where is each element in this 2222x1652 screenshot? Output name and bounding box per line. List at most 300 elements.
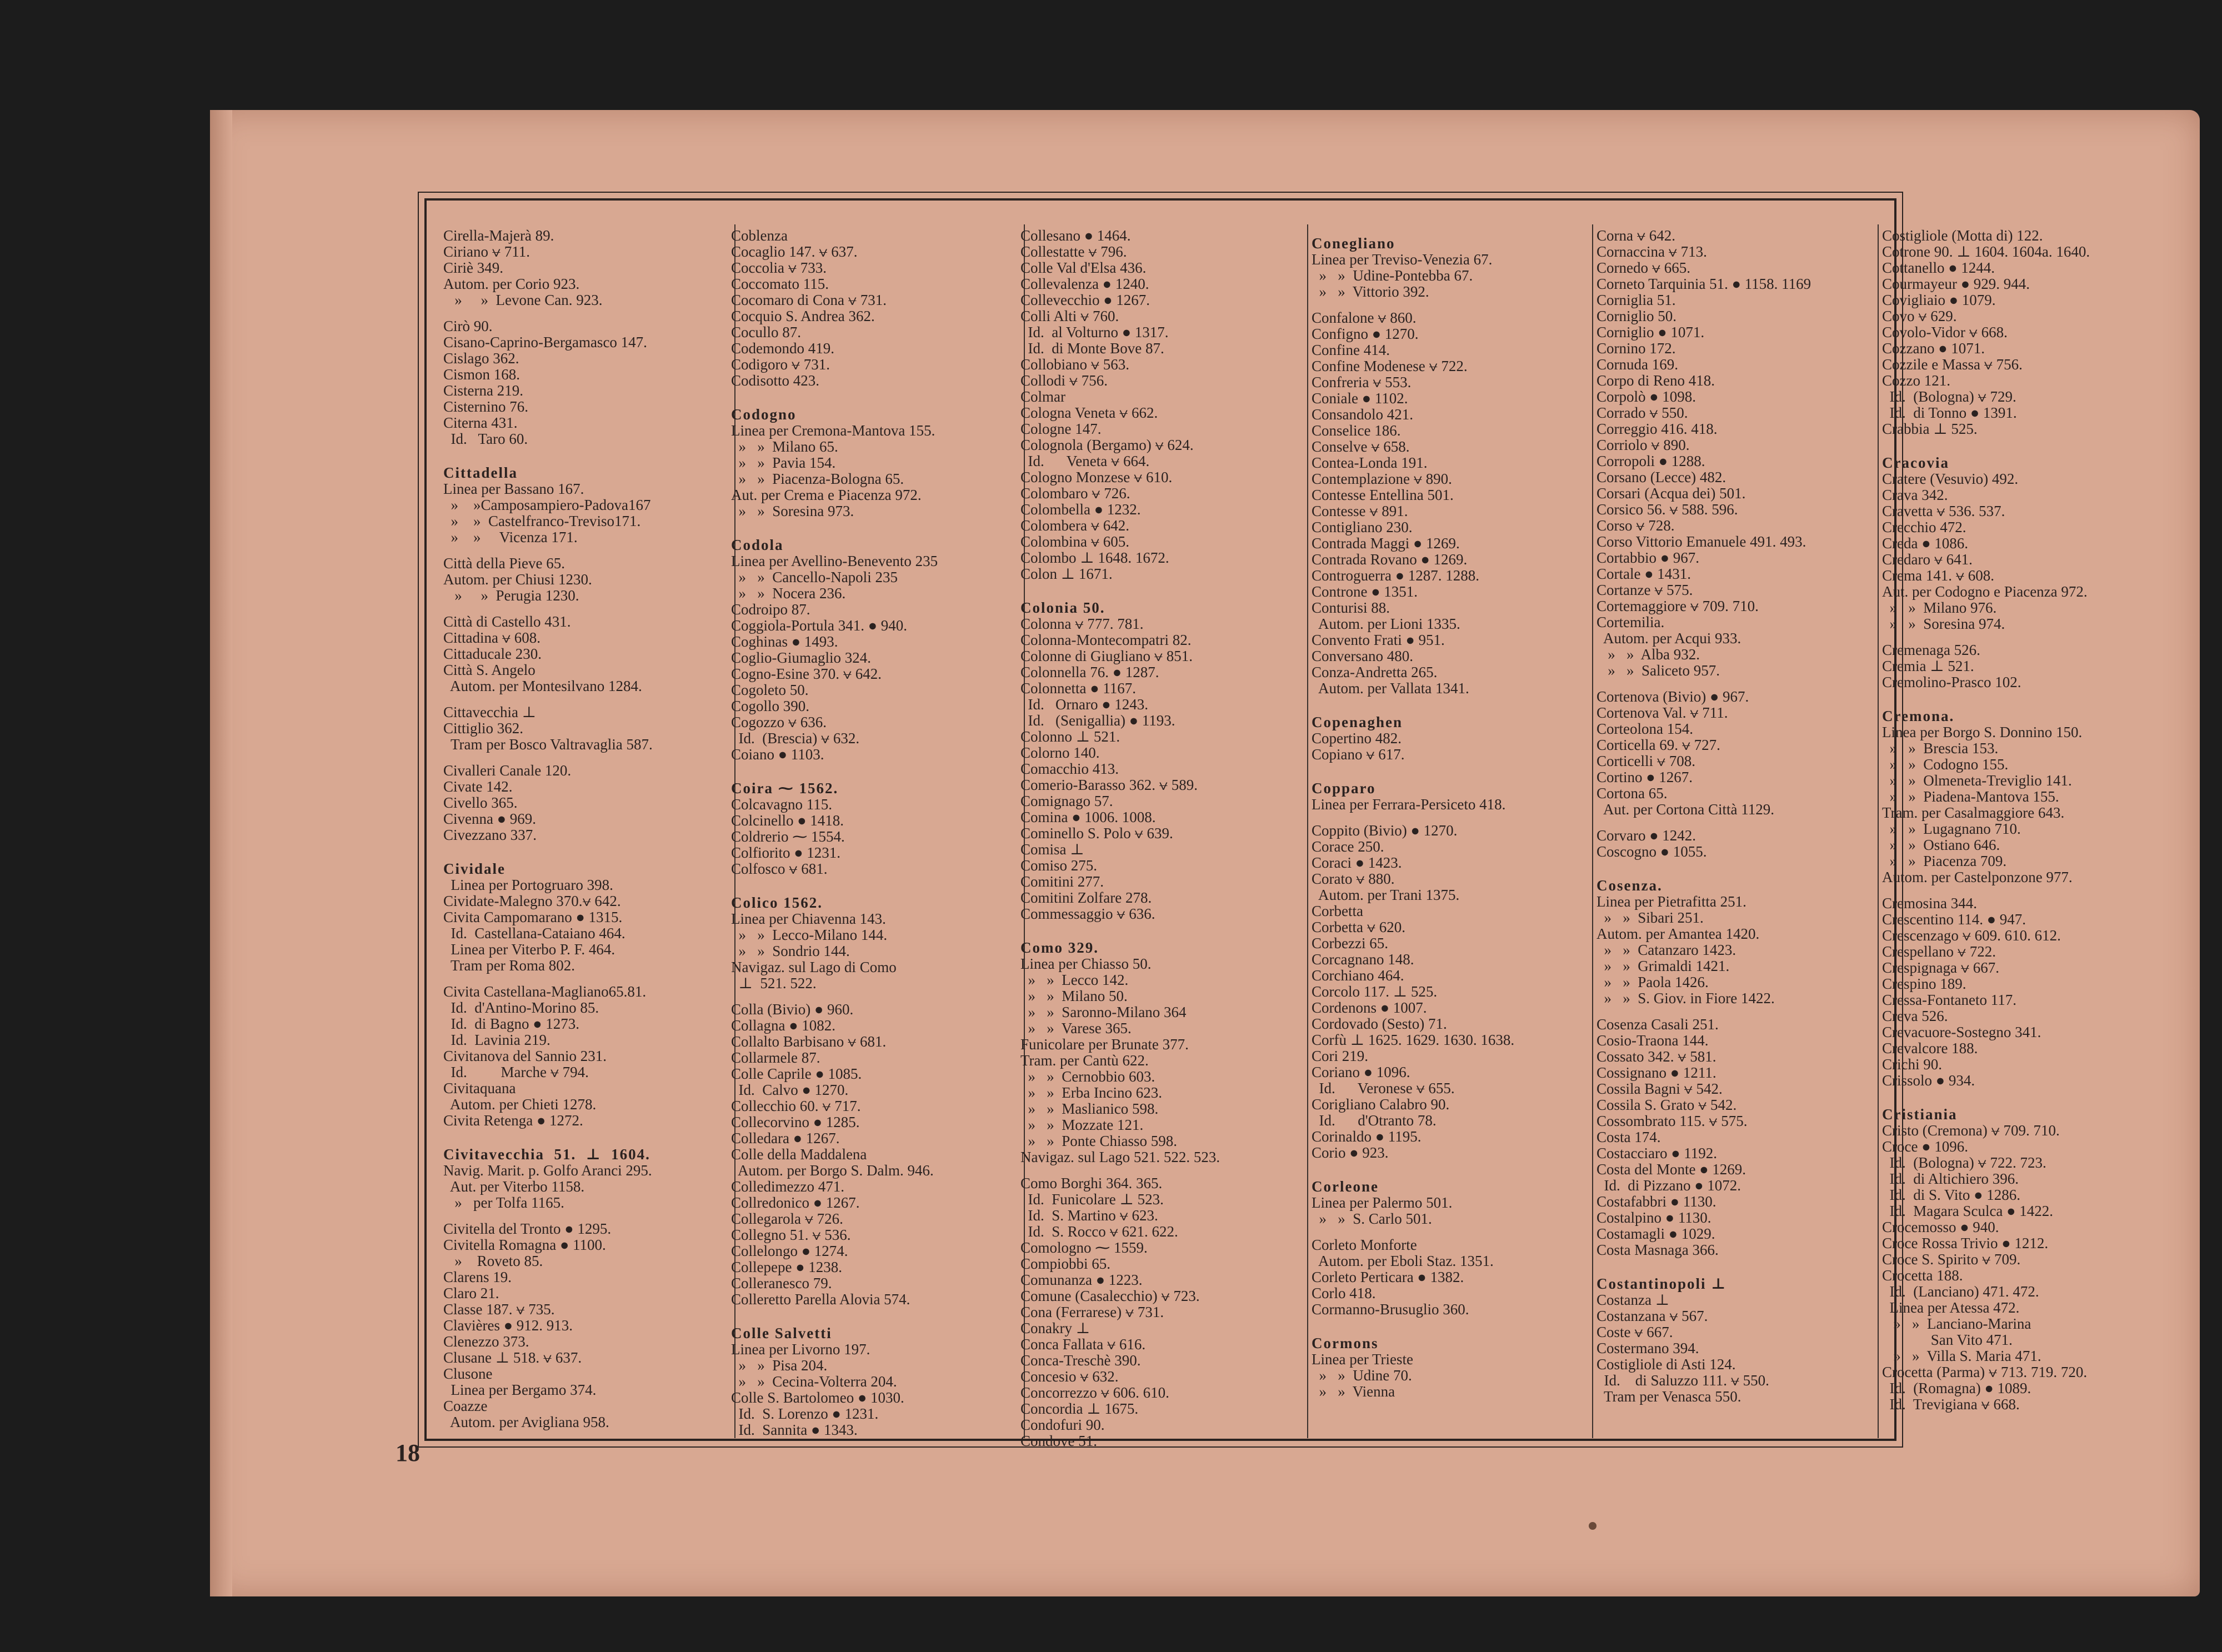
- index-entry: Conca Fallata ⩝ 616.: [1020, 1336, 1146, 1353]
- index-entry: Correggio 416. 418.: [1597, 420, 1718, 437]
- index-entry: » » Udine 70.: [1312, 1367, 1412, 1384]
- index-entry: Colle Val d'Elsa 436.: [1020, 259, 1147, 276]
- index-entry: Concordia ⊥ 1675.: [1020, 1400, 1139, 1417]
- index-entry: Autom. per Castelponzone 977.: [1882, 869, 2073, 885]
- index-entry: Id. di Altichiero 396.: [1882, 1170, 2019, 1187]
- index-entry: Croce ● 1096.: [1882, 1138, 1969, 1155]
- index-entry: Cortanze ⩝ 575.: [1597, 582, 1693, 598]
- index-entry: Collegno 51. ⩝ 536.: [731, 1227, 851, 1243]
- index-entry: » Roveto 85.: [443, 1253, 543, 1269]
- index-entry: Corato ⩝ 880.: [1312, 870, 1395, 887]
- index-entry: Collesano ● 1464.: [1020, 227, 1131, 244]
- index-entry: Cona (Ferrarese) ⩝ 731.: [1020, 1304, 1164, 1320]
- index-entry: Compiobbi 65.: [1020, 1255, 1111, 1272]
- index-entry: Cologna Veneta ⩝ 662.: [1020, 404, 1158, 421]
- index-entry: Cirella-Majerà 89.: [443, 227, 554, 244]
- index-entry: Colombina ⩝ 605.: [1020, 533, 1129, 550]
- index-entry: Corna ⩝ 642.: [1597, 227, 1675, 244]
- city-heading: Civitavecchia 51. ⊥ 1604.: [443, 1146, 650, 1163]
- city-heading: Cividale: [443, 860, 506, 877]
- index-entry: Collelongo ● 1274.: [731, 1243, 848, 1259]
- index-entry: Cozzano ● 1071.: [1882, 340, 1985, 357]
- index-entry: Cortenova (Bivio) ● 967.: [1597, 688, 1749, 705]
- index-entry: Colfosco ⩝ 681.: [731, 860, 828, 877]
- index-entry: Coldrerio ⁓ 1554.: [731, 828, 845, 845]
- index-entry: Id. Trevigiana ⩝ 668.: [1882, 1396, 2020, 1413]
- index-entry: Crevacuore-Sostegno 341.: [1882, 1024, 2041, 1040]
- index-entry: Costacciaro ● 1192.: [1597, 1145, 1718, 1162]
- index-entry: Cossila Bagni ⩝ 542.: [1597, 1080, 1723, 1097]
- index-entry: Aut. per Cortona Città 1129.: [1597, 801, 1774, 818]
- index-entry: Coccomato 115.: [731, 276, 829, 292]
- index-entry: Costa del Monte ● 1269.: [1597, 1161, 1746, 1178]
- index-entry: » » Piacenza-Bologna 65.: [731, 470, 904, 487]
- index-entry: Linea per Chiavenna 143.: [731, 910, 886, 927]
- index-column-2: [731, 228, 1018, 1439]
- index-entry: Cornuda 169.: [1597, 356, 1678, 373]
- index-entry: Corteolona 154.: [1597, 720, 1693, 737]
- index-entry: Comitini 277.: [1020, 873, 1104, 890]
- index-entry: » » Udine-Pontebba 67.: [1312, 267, 1473, 284]
- index-entry: » » Milano 65.: [731, 438, 838, 455]
- index-entry: Corcolo 117. ⊥ 525.: [1312, 983, 1438, 1000]
- city-heading: Cracovia: [1882, 454, 1949, 471]
- index-entry: Codisotto 423.: [731, 372, 820, 389]
- index-entry: » » Milano 976.: [1882, 599, 1997, 616]
- index-entry: Comerio-Barasso 362. ⩝ 589.: [1020, 777, 1198, 793]
- index-entry: Cismon 168.: [443, 366, 521, 383]
- index-entry: Corio ● 923.: [1312, 1144, 1389, 1161]
- index-entry: » » Mozzate 121.: [1020, 1117, 1144, 1133]
- index-entry: Contesse Entellina 501.: [1312, 487, 1454, 503]
- index-entry: Cressa-Fontaneto 117.: [1882, 992, 2016, 1008]
- city-heading: Corleone: [1312, 1178, 1379, 1195]
- index-entry: Civitanova del Sannio 231.: [443, 1048, 607, 1064]
- index-entry: Corniglio 50.: [1597, 308, 1677, 324]
- index-entry: Confreria ⩝ 553.: [1312, 374, 1412, 391]
- city-heading: Colonia 50.: [1020, 599, 1105, 616]
- index-entry: ⊥ 521. 522.: [731, 975, 817, 992]
- entry-gap: [443, 1211, 730, 1221]
- index-entry: » » S. Carlo 501.: [1312, 1210, 1432, 1227]
- index-entry: Coraci ● 1423.: [1312, 854, 1402, 871]
- index-entry: Civezzano 337.: [443, 827, 537, 843]
- index-entry: Civate 142.: [443, 778, 513, 795]
- index-entry: Id. S. Rocco ⩝ 621. 622.: [1020, 1223, 1178, 1240]
- index-entry: Corfù ⊥ 1625. 1629. 1630. 1638.: [1312, 1032, 1515, 1048]
- index-entry: » » Catanzaro 1423.: [1597, 942, 1736, 958]
- index-entry: Collalto Barbisano ⩝ 681.: [731, 1033, 887, 1050]
- index-entry: Autom. per Eboli Staz. 1351.: [1312, 1253, 1494, 1269]
- index-entry: Costamagli ● 1029.: [1597, 1225, 1715, 1242]
- index-entry: Città della Pieve 65.: [443, 555, 565, 572]
- index-entry: Comina ● 1006. 1008.: [1020, 809, 1156, 825]
- city-heading: Cremona.: [1882, 708, 1955, 724]
- entry-gap: [1597, 860, 1883, 870]
- index-entry: Coglio-Giumaglio 324.: [731, 649, 871, 666]
- index-entry: Cogozzo ⩝ 636.: [731, 714, 827, 730]
- index-entry: Coppito (Bivio) ● 1270.: [1312, 822, 1458, 839]
- index-entry: » »Camposampiero-Padova167: [443, 497, 651, 513]
- city-heading: Cormons: [1312, 1335, 1379, 1351]
- index-entry: Crespino 189.: [1882, 975, 1966, 992]
- index-entry: Colledimezzo 471.: [731, 1178, 844, 1195]
- index-entry: Autom. per Corio 923.: [443, 276, 580, 292]
- city-heading: Codola: [731, 537, 784, 553]
- index-entry: Id. di Pizzano ● 1072.: [1597, 1177, 1741, 1194]
- index-entry: » per Tolfa 1165.: [443, 1194, 564, 1211]
- index-entry: Cosio-Traona 144.: [1597, 1032, 1709, 1049]
- index-entry: Autom. per Chiusi 1230.: [443, 571, 592, 588]
- city-heading: Copenaghen: [1312, 714, 1403, 730]
- index-entry: Cortabbio ● 967.: [1597, 549, 1700, 566]
- index-entry: Controguerra ● 1287. 1288.: [1312, 567, 1480, 584]
- index-entry: Clusone: [443, 1365, 493, 1382]
- entry-gap: [1882, 1089, 2171, 1099]
- index-entry: » » Sibari 251.: [1597, 909, 1704, 926]
- index-entry: Creda ● 1086.: [1882, 535, 1969, 552]
- index-entry: Contesse ⩝ 891.: [1312, 503, 1408, 519]
- index-entry: Como Borghi 364. 365.: [1020, 1175, 1163, 1192]
- index-entry: Civenna ● 969.: [443, 810, 537, 827]
- index-entry: Navigaz. sul Lago 521. 522. 523.: [1020, 1149, 1220, 1165]
- index-entry: Id. Marche ⩝ 794.: [443, 1064, 589, 1080]
- index-entry: Civita Castellana-Magliano65.81.: [443, 983, 647, 1000]
- entry-gap: [1882, 437, 2171, 447]
- index-entry: Corleto Perticara ● 1382.: [1312, 1269, 1464, 1285]
- index-entry: Cremosina 344.: [1882, 895, 1977, 912]
- index-entry: Codigoro ⩝ 731.: [731, 356, 830, 373]
- index-entry: » » Soresina 973.: [731, 503, 854, 519]
- index-entry: Confine Modenese ⩝ 722.: [1312, 358, 1468, 374]
- index-entry: Copiano ⩝ 617.: [1312, 746, 1405, 763]
- index-entry: Corace 250.: [1312, 838, 1384, 855]
- index-entry: Tram per Bosco Valtravaglia 587.: [443, 736, 653, 753]
- index-entry: Cravetta ⩝ 536. 537.: [1882, 503, 2005, 519]
- index-entry: Id. (Romagna) ● 1089.: [1882, 1380, 2031, 1396]
- index-entry: Cisano-Caprino-Bergamasco 147.: [443, 334, 647, 351]
- index-entry: Corropoli ● 1288.: [1597, 453, 1705, 469]
- index-entry: Colonno ⊥ 521.: [1020, 728, 1120, 745]
- index-entry: Conca-Treschè 390.: [1020, 1352, 1141, 1369]
- index-entry: » » S. Giov. in Fiore 1422.: [1597, 990, 1775, 1007]
- index-entry: Colombella ● 1232.: [1020, 501, 1141, 518]
- index-entry: Conversano 480.: [1312, 648, 1413, 664]
- index-entry: Linea per Portogruaro 398.: [443, 877, 613, 893]
- index-entry: Civello 365.: [443, 794, 518, 811]
- index-entry: Coscogno ● 1055.: [1597, 843, 1707, 860]
- index-entry: Comisa ⊥: [1020, 841, 1084, 858]
- index-entry: Clavières ● 912. 913.: [443, 1317, 573, 1334]
- index-entry: » » Pisa 204.: [731, 1357, 828, 1374]
- index-entry: Crocetta 188.: [1882, 1267, 1963, 1284]
- index-entry: Aut. per Viterbo 1158.: [443, 1178, 585, 1195]
- index-entry: Aut. per Codogno e Piacenza 972.: [1882, 583, 2088, 600]
- index-entry: Id. (Bologna) ⩝ 722. 723.: [1882, 1154, 2046, 1171]
- index-entry: Città S. Angelo: [443, 662, 536, 678]
- index-entry: » » Cancello-Napoli 235: [731, 569, 898, 585]
- index-entry: » » Milano 50.: [1020, 988, 1128, 1004]
- index-entry: Coste ⩝ 667.: [1597, 1324, 1673, 1340]
- index-entry: Cornino 172.: [1597, 340, 1676, 357]
- index-entry: Copertino 482.: [1312, 730, 1402, 747]
- index-entry: Id. (Brescia) ⩝ 632.: [731, 730, 860, 747]
- index-entry: Comitini Zolfare 278.: [1020, 889, 1152, 906]
- index-entry: Clenezzo 373.: [443, 1333, 529, 1350]
- index-entry: Cosenza Casali 251.: [1597, 1016, 1719, 1033]
- index-entry: Id. di S. Vito ● 1286.: [1882, 1187, 2020, 1203]
- index-entry: Colla (Bivio) ● 960.: [731, 1001, 854, 1018]
- index-entry: Autom. per Acqui 933.: [1597, 630, 1741, 647]
- index-entry: Conza-Andretta 265.: [1312, 664, 1438, 680]
- index-entry: Linea per Bassano 167.: [443, 480, 584, 497]
- index-entry: » » Vicenza 171.: [443, 529, 578, 545]
- index-entry: Coriano ● 1096.: [1312, 1064, 1410, 1080]
- index-entry: » » Alba 932.: [1597, 646, 1700, 663]
- index-entry: Costafabbri ● 1130.: [1597, 1193, 1716, 1210]
- index-entry: Colombera ⩝ 642.: [1020, 517, 1129, 534]
- index-entry: Corigliano Calabro 90.: [1312, 1096, 1450, 1113]
- index-entry: » » Perugia 1230.: [443, 587, 579, 604]
- index-entry: Croce S. Spirito ⩝ 709.: [1882, 1251, 2021, 1268]
- index-entry: Linea per Livorno 197.: [731, 1341, 870, 1358]
- index-entry: Coggiola-Portula 341. ● 940.: [731, 617, 908, 634]
- index-entry: Conturisi 88.: [1312, 599, 1390, 616]
- entry-gap: [731, 877, 1018, 887]
- index-entry: Crevalcore 188.: [1882, 1040, 1978, 1057]
- index-entry: Coccolia ⩝ 733.: [731, 259, 827, 276]
- index-entry: Navig. Marit. p. Golfo Aranci 295.: [443, 1162, 652, 1179]
- index-entry: Funicolare per Brunate 377.: [1020, 1036, 1189, 1053]
- city-heading: Costantinopoli ⊥: [1597, 1275, 1727, 1292]
- index-entry: Corcagnano 148.: [1312, 951, 1414, 968]
- index-entry: Costa 174.: [1597, 1129, 1661, 1145]
- index-entry: Crescenzago ⩝ 609. 610. 612.: [1882, 927, 2061, 944]
- index-entry: Linea per Cremona-Mantova 155.: [731, 422, 935, 439]
- index-entry: Corchiano 464.: [1312, 967, 1404, 984]
- index-entry: Cominello S. Polo ⩝ 639.: [1020, 825, 1173, 842]
- entry-gap: [1597, 1007, 1883, 1017]
- entry-gap: [731, 389, 1018, 399]
- index-entry: Linea per Bergamo 374.: [443, 1381, 597, 1398]
- index-entry: » » Ostiano 646.: [1882, 837, 2000, 853]
- index-entry: Civitella Romagna ● 1100.: [443, 1237, 606, 1253]
- index-entry: Consandolo 421.: [1312, 406, 1414, 423]
- entry-gap: [731, 992, 1018, 1002]
- index-entry: Contrada Rovano ● 1269.: [1312, 551, 1468, 568]
- index-entry: Collegarola ⩝ 726.: [731, 1210, 843, 1227]
- index-entry: Cisterna 219.: [443, 382, 523, 399]
- index-entry: Linea per Borgo S. Donnino 150.: [1882, 724, 2083, 740]
- index-entry: Autom. per Lioni 1335.: [1312, 615, 1460, 632]
- entry-gap: [1882, 690, 2171, 700]
- index-entry: Cossignano ● 1211.: [1597, 1064, 1716, 1081]
- entry-gap: [1597, 818, 1883, 828]
- index-entry: Cratere (Vesuvio) 492.: [1882, 470, 2019, 487]
- index-entry: Id. Funicolare ⊥ 523.: [1020, 1191, 1164, 1208]
- index-entry: Cozzile e Massa ⩝ 756.: [1882, 356, 2023, 373]
- index-entry: Cormanno-Brusuglio 360.: [1312, 1301, 1469, 1318]
- entry-gap: [1312, 300, 1598, 310]
- entry-gap: [1882, 885, 2171, 895]
- index-entry: Corsico 56. ⩝ 588. 596.: [1597, 501, 1738, 518]
- index-entry: » » Lecco 142.: [1020, 972, 1129, 988]
- index-entry: Id. d'Otranto 78.: [1312, 1112, 1437, 1129]
- index-entry: » » Saliceto 957.: [1597, 662, 1720, 679]
- index-entry: Colombaro ⩝ 726.: [1020, 485, 1130, 502]
- index-entry: Cologne 147.: [1020, 420, 1102, 437]
- index-entry: Condofuri 90.: [1020, 1416, 1105, 1433]
- index-entry: Crecchio 472.: [1882, 519, 1966, 535]
- index-entry: Codemondo 419.: [731, 340, 834, 357]
- index-entry: Colonne di Giugliano ⩝ 851.: [1020, 648, 1193, 664]
- index-entry: Id. S. Martino ⩝ 623.: [1020, 1207, 1158, 1224]
- index-entry: Conselice 186.: [1312, 422, 1401, 439]
- index-entry: Colmar: [1020, 388, 1065, 405]
- entry-gap: [1312, 697, 1598, 707]
- index-entry: Cossombrato 115. ⩝ 575.: [1597, 1113, 1748, 1129]
- city-heading: Colle Salvetti: [731, 1325, 832, 1341]
- index-entry: » » Varese 365.: [1020, 1020, 1132, 1037]
- entry-gap: [1312, 1318, 1598, 1328]
- index-entry: Civita Retenga ● 1272.: [443, 1112, 583, 1129]
- index-entry: Cortemaggiore ⩝ 709. 710.: [1597, 598, 1759, 614]
- city-heading: Como 329.: [1020, 939, 1099, 956]
- city-heading: Cittadella: [443, 464, 518, 481]
- index-entry: Crabbia ⊥ 525.: [1882, 420, 1978, 437]
- index-column-5: [1597, 228, 1883, 1439]
- index-entry: Corlo 418.: [1312, 1285, 1376, 1301]
- index-entry: Città di Castello 431.: [443, 613, 571, 630]
- index-entry: Configno ● 1270.: [1312, 326, 1419, 342]
- index-entry: Crocetta (Parma) ⩝ 713. 719. 720.: [1882, 1364, 2088, 1380]
- index-entry: Corpo di Reno 418.: [1597, 372, 1715, 389]
- index-entry: Concesio ⩝ 632.: [1020, 1368, 1119, 1385]
- index-entry: Coblenza: [731, 227, 788, 244]
- index-entry: Cogoleto 50.: [731, 682, 809, 698]
- index-entry: Creva 526.: [1882, 1008, 1948, 1024]
- index-entry: » » Maslianico 598.: [1020, 1100, 1159, 1117]
- city-heading: Cristiania: [1882, 1106, 1958, 1123]
- index-entry: Collecorvino ● 1285.: [731, 1114, 860, 1130]
- index-entry: Comiso 275.: [1020, 857, 1098, 874]
- entry-gap: [443, 604, 730, 614]
- index-entry: Claro 21.: [443, 1285, 499, 1301]
- index-entry: Collodi ⩝ 756.: [1020, 372, 1108, 389]
- entry-gap: [731, 763, 1018, 773]
- entry-gap: [443, 753, 730, 763]
- index-entry: Linea per Atessa 472.: [1882, 1299, 2020, 1316]
- index-entry: Citerna 431.: [443, 414, 518, 431]
- index-entry: Colon ⊥ 1671.: [1020, 565, 1113, 582]
- entry-gap: [1020, 1165, 1307, 1175]
- index-entry: Costanza ⊥: [1597, 1291, 1670, 1308]
- index-entry: Id. di Saluzzo 111. ⩝ 550.: [1597, 1372, 1769, 1389]
- index-entry: Costanzana ⩝ 567.: [1597, 1308, 1708, 1324]
- index-entry: Autom. per Montesilvano 1284.: [443, 678, 642, 694]
- index-entry: Tram per Roma 802.: [443, 957, 575, 974]
- index-entry: Crescentino 114. ● 947.: [1882, 911, 2026, 928]
- index-entry: Navigaz. sul Lago di Como: [731, 959, 897, 975]
- index-entry: Colcinello ● 1418.: [731, 812, 844, 829]
- index-entry: Colombo ⊥ 1648. 1672.: [1020, 549, 1169, 566]
- index-entry: Ciriè 349.: [443, 259, 503, 276]
- index-entry: Cittiglio 362.: [443, 720, 524, 737]
- index-entry: Corbetta: [1312, 903, 1363, 919]
- index-entry: Convento Frati ● 951.: [1312, 632, 1445, 648]
- index-entry: Collredonico ● 1267.: [731, 1194, 860, 1211]
- index-entry: Concorrezzo ⩝ 606. 610.: [1020, 1384, 1169, 1401]
- page-edge: [210, 110, 232, 1596]
- index-entry: Cologno Monzese ⩝ 610.: [1020, 469, 1173, 485]
- index-entry: Colle Caprile ● 1085.: [731, 1065, 862, 1082]
- index-entry: Cortino ● 1267.: [1597, 769, 1693, 785]
- index-entry: Collevecchio ● 1267.: [1020, 292, 1150, 308]
- index-entry: San Vito 471.: [1882, 1331, 2013, 1348]
- index-entry: Collevalenza ● 1240.: [1020, 276, 1149, 292]
- index-entry: Corinaldo ● 1195.: [1312, 1128, 1422, 1145]
- index-entry: Cortale ● 1431.: [1597, 565, 1691, 582]
- index-entry: Cividate-Malegno 370.⩝ 642.: [443, 893, 621, 909]
- index-entry: Colledara ● 1267.: [731, 1130, 840, 1147]
- index-entry: Colli Alti ⩝ 760.: [1020, 308, 1119, 324]
- index-entry: Collagna ● 1082.: [731, 1017, 836, 1034]
- index-entry: Cocomaro di Cona ⩝ 731.: [731, 292, 887, 308]
- index-entry: Cittadina ⩝ 608.: [443, 629, 541, 646]
- index-entry: » » Sondrio 144.: [731, 943, 850, 959]
- entry-gap: [443, 1129, 730, 1139]
- index-entry: » » Grimaldi 1421.: [1597, 958, 1730, 974]
- index-entry: Autom. per Trani 1375.: [1312, 887, 1460, 903]
- index-entry: Cortona 65.: [1597, 785, 1668, 802]
- index-entry: Crema 141. ⩝ 608.: [1882, 567, 1994, 584]
- index-entry: Covo ⩝ 629.: [1882, 308, 1957, 324]
- index-entry: Colleranesco 79.: [731, 1275, 832, 1291]
- index-entry: Costermano 394.: [1597, 1340, 1699, 1356]
- index-entry: Linea per Palermo 501.: [1312, 1194, 1453, 1211]
- entry-gap: [1312, 1161, 1598, 1171]
- index-entry: Corsano (Lecce) 482.: [1597, 469, 1726, 485]
- index-entry: » » Levone Can. 923.: [443, 292, 603, 308]
- index-entry: Cogollo 390.: [731, 698, 810, 714]
- index-entry: Id. Sannita ● 1343.: [731, 1421, 858, 1438]
- index-entry: Cossila S. Grato ⩝ 542.: [1597, 1097, 1737, 1113]
- index-entry: » » Codogno 155.: [1882, 756, 2009, 773]
- city-heading: Cosenza.: [1597, 877, 1663, 894]
- index-entry: Colonnetta ● 1167.: [1020, 680, 1137, 697]
- index-entry: Corrado ⩝ 550.: [1597, 404, 1688, 421]
- index-entry: Civalleri Canale 120.: [443, 762, 572, 779]
- index-entry: Credaro ⩝ 641.: [1882, 551, 1973, 568]
- index-entry: » » Brescia 153.: [1882, 740, 1999, 757]
- index-entry: Cremia ⊥ 521.: [1882, 658, 1974, 674]
- index-entry: Cozzo 121.: [1882, 372, 1950, 389]
- index-entry: » » Piacenza 709.: [1882, 853, 2007, 869]
- entry-gap: [1020, 922, 1307, 932]
- index-entry: Autom. per Vallata 1341.: [1312, 680, 1469, 697]
- index-entry: Contrada Maggi ● 1269.: [1312, 535, 1460, 552]
- index-entry: Cremenaga 526.: [1882, 642, 1980, 658]
- entry-gap: [443, 974, 730, 984]
- index-entry: Tram. per Casalmaggiore 643.: [1882, 804, 2065, 821]
- index-entry: Id. di Monte Bove 87.: [1020, 340, 1164, 357]
- index-entry: Linea per Pietrafitta 251.: [1597, 893, 1746, 910]
- index-entry: Corneto Tarquinia 51. ● 1158. 1169: [1597, 276, 1811, 292]
- index-entry: Croce Rossa Trivio ● 1212.: [1882, 1235, 2049, 1251]
- index-entry: Corniglio ● 1071.: [1597, 324, 1705, 341]
- index-entry: Cocaglio 147. ⩝ 637.: [731, 243, 858, 260]
- entry-gap: [1020, 582, 1307, 592]
